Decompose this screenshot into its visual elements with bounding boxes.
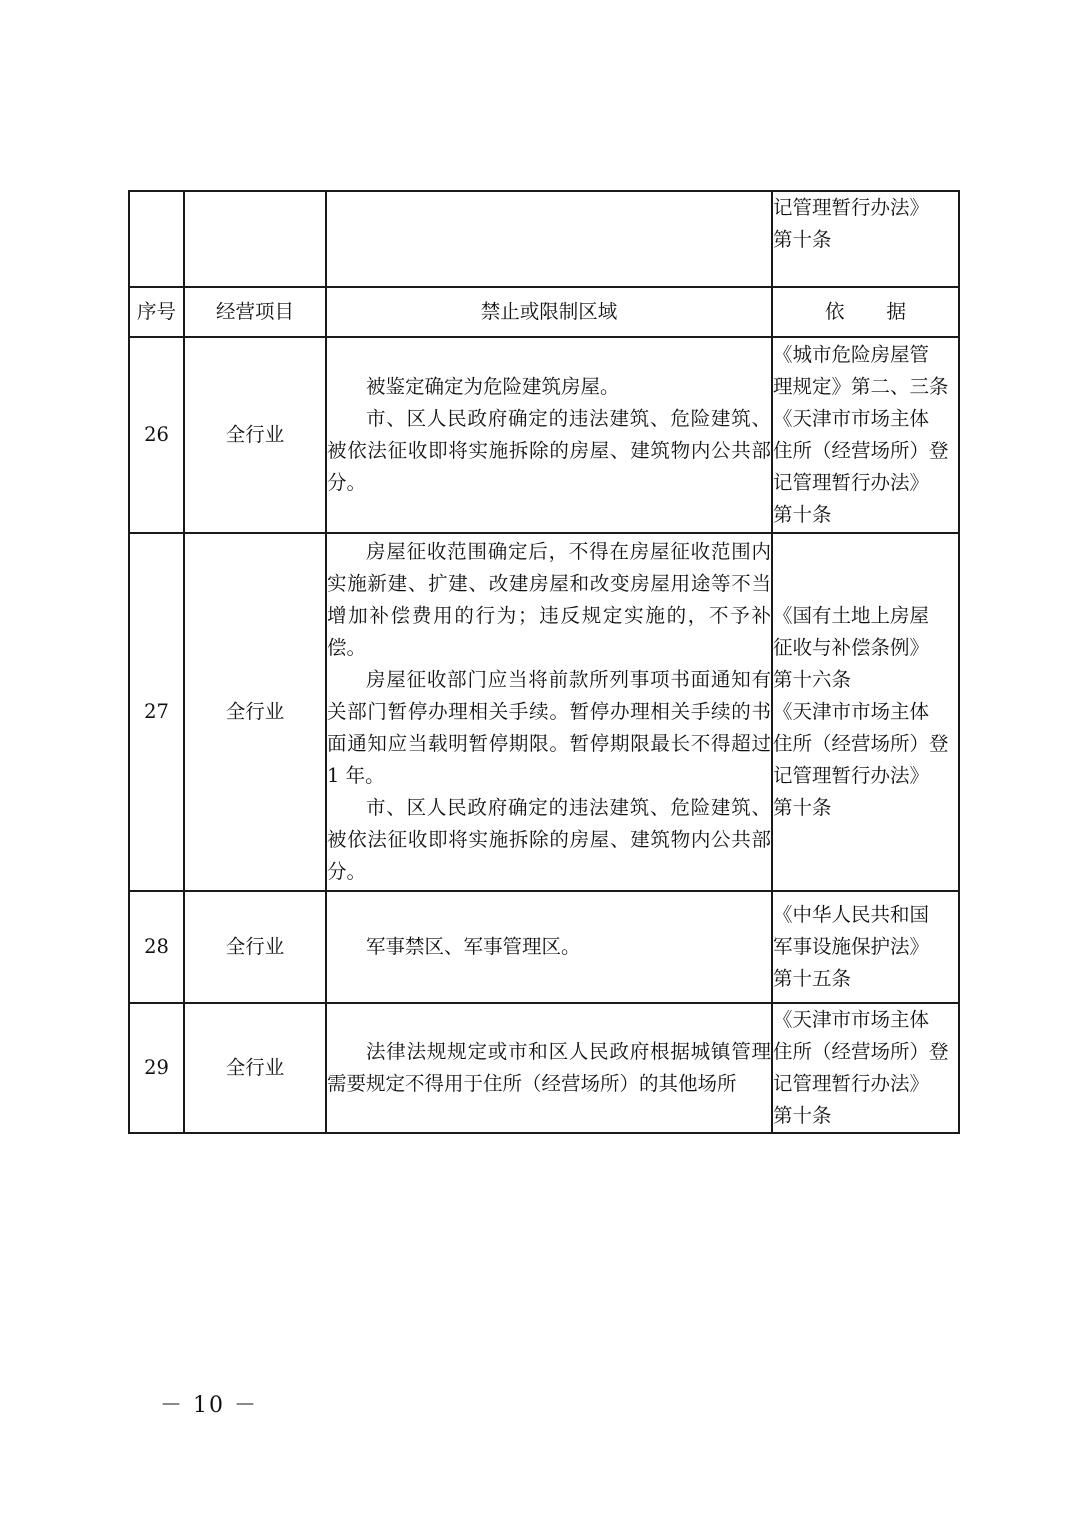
basis-line: 记管理暂行办法》 [773,1072,930,1095]
header-basis-char-2: 据 [886,300,907,323]
row-number: 27 [129,533,184,891]
row-item: 全行业 [184,533,326,891]
basis-line: 军事设施保护法》 [773,935,930,958]
basis-line: 记管理暂行办法》 [773,471,930,494]
row-basis [772,337,959,533]
header-no: 序号 [129,287,184,337]
area-paragraph: 市、区人民政府确定的违法建筑、危险建筑、被依法征收即将实施拆除的房屋、建筑物内公共部分。 [327,796,771,883]
area-paragraph: 房屋征收范围确定后，不得在房屋征收范围内实施新建、扩建、改建房屋和改变房屋用途等不当增加补偿费用的行为；违反规定实施的，不予补偿。 [327,540,771,659]
table-row [129,1003,959,1133]
basis-line: 第十条 [773,796,832,819]
basis-line: 《天津市市场主体 [773,1008,930,1031]
basis-line: 理规定》第二、三条 [773,375,949,398]
header-basis [772,287,959,337]
row-area [326,533,772,891]
area-paragraph: 房屋征收部门应当将前款所列事项书面通知有关部门暂停办理相关手续。暂停办理相关手续的书面通知应当载明暂停期限。暂停期限最长不得超过 1 年。 [327,668,771,787]
basis-line: 《城市危险房屋管 [773,343,930,366]
table-row [129,891,959,1003]
header-item: 经营项目 [184,287,326,337]
continuation-area-cell [326,191,772,287]
basis-line: 第十条 [773,1104,832,1127]
basis-line: 住所（经营场所）登 [773,439,949,462]
row-number: 26 [129,337,184,533]
basis-line: 《天津市市场主体 [773,407,930,430]
basis-line: 记管理暂行办法》 [773,764,930,787]
row-item: 全行业 [184,891,326,1003]
basis-line: 第十六条 [773,668,852,691]
row-area [326,891,772,1003]
table-row [129,337,959,533]
area-paragraph: 军事禁区、军事管理区。 [366,935,581,958]
row-basis [772,891,959,1003]
basis-line: 住所（经营场所）登 [773,732,949,755]
row-item: 全行业 [184,1003,326,1133]
row-number: 28 [129,891,184,1003]
row-basis [772,1003,959,1133]
basis-line: 《天津市市场主体 [773,700,930,723]
page-number: － 10 － [160,1393,258,1418]
continuation-no-cell [129,191,184,287]
basis-line: 第十五条 [773,967,852,990]
row-basis [772,533,959,891]
basis-line: 记管理暂行办法》 [773,196,930,219]
basis-line: 住所（经营场所）登 [773,1040,949,1063]
row-number: 29 [129,1003,184,1133]
continuation-item-cell [184,191,326,287]
basis-line: 第十条 [773,503,832,526]
area-paragraph: 市、区人民政府确定的违法建筑、危险建筑、被依法征收即将实施拆除的房屋、建筑物内公共部分。 [327,407,771,494]
table-row [129,533,959,891]
area-paragraph: 被鉴定确定为危险建筑房屋。 [366,375,620,398]
row-area [326,1003,772,1133]
area-paragraph: 法律法规规定或市和区人民政府根据城镇管理需要规定不得用于住所（经营场所）的其他场所 [327,1040,771,1095]
row-item: 全行业 [184,337,326,533]
continuation-basis-cell [772,191,959,287]
basis-line: 《国有土地上房屋 [773,604,930,627]
basis-line: 第十条 [773,228,832,251]
basis-line: 征收与补偿条例》 [773,636,930,659]
table-header-row [129,287,959,337]
basis-line: 《中华人民共和国 [773,903,930,926]
regulation-table [128,190,960,1134]
continuation-row [129,191,959,287]
header-area: 禁止或限制区域 [326,287,772,337]
row-area [326,337,772,533]
header-basis-char-1: 依 [824,300,845,323]
